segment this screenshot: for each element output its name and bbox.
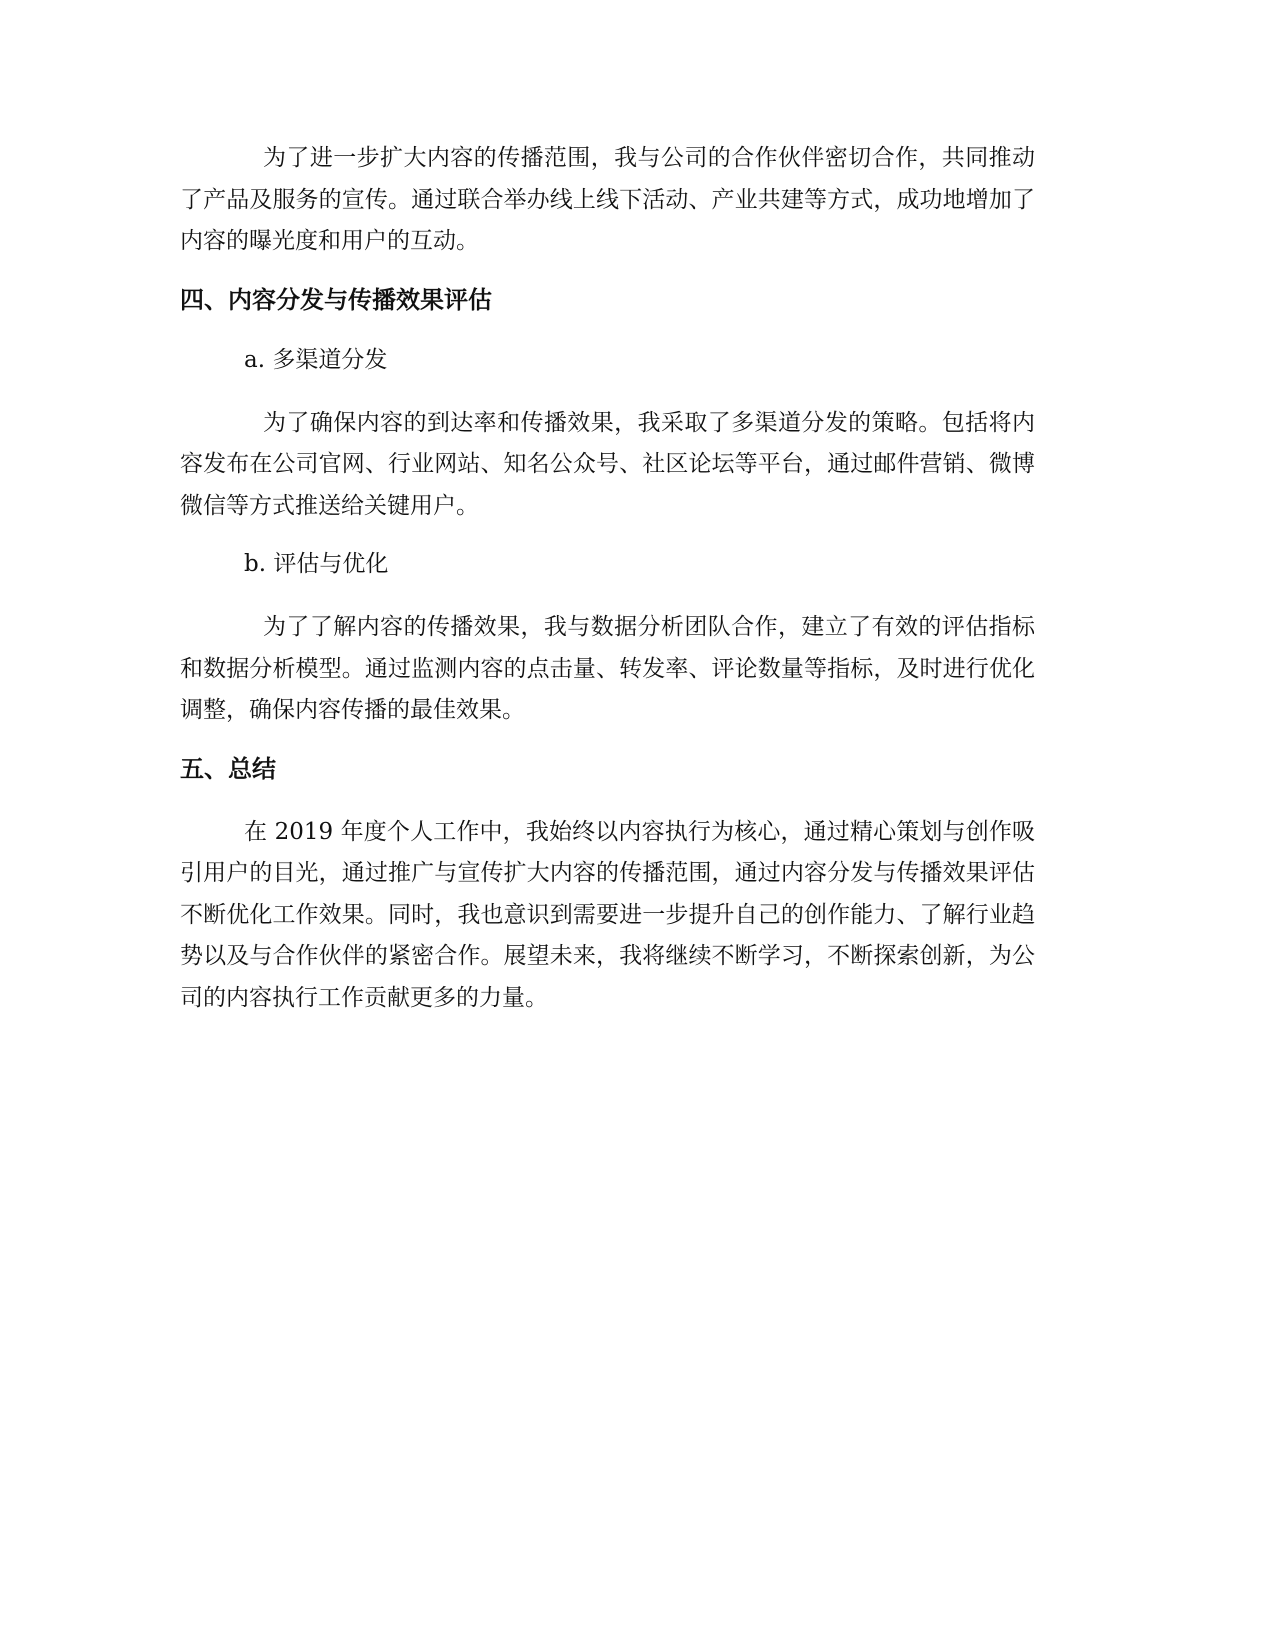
section-5-paragraph: 在 2019 年度个人工作中，我始终以内容执行为核心，通过精心策划与创作吸引用户的目光，通过推广与宣传扩大内容的传播范围，通过内容分发与传播效果评估不断优化工作效果。同时，我也意识到需要进一步提升自己的创作能力、了解行业趋势以及与合作伙伴的紧密合作。展望未来，我将继续不断学习，不断探索创新，为公司的内容执行工作贡献更多的力量。 [180, 818, 1035, 1011]
section-5-heading: 五、总结 [180, 754, 276, 783]
section-4-item-b-paragraph: 为了了解内容的传播效果，我与数据分析团队合作，建立了有效的评估指标和数据分析模型。通过监测内容的点击量、转发率、评论数量等指标，及时进行优化调整，确保内容传播的最佳效果。 [180, 614, 1035, 723]
section-4-heading: 四、内容分发与传播效果评估 [180, 285, 492, 314]
section-4-item-a-label: a. 多渠道分发 [244, 346, 388, 373]
section-4-item-a-paragraph: 为了确保内容的到达率和传播效果，我采取了多渠道分发的策略。包括将内容发布在公司官网、行业网站、知名公众号、社区论坛等平台，通过邮件营销、微博微信等方式推送给关键用户。 [180, 409, 1035, 519]
section-4-item-b-label: b. 评估与优化 [244, 551, 389, 577]
intro-paragraph: 为了进一步扩大内容的传播范围，我与公司的合作伙伴密切合作，共同推动了产品及服务的宣传。通过联合举办线上线下活动、产业共建等方式，成功地增加了内容的曝光度和用户的互动。 [180, 145, 1035, 254]
document-page [180, 138, 1035, 1019]
